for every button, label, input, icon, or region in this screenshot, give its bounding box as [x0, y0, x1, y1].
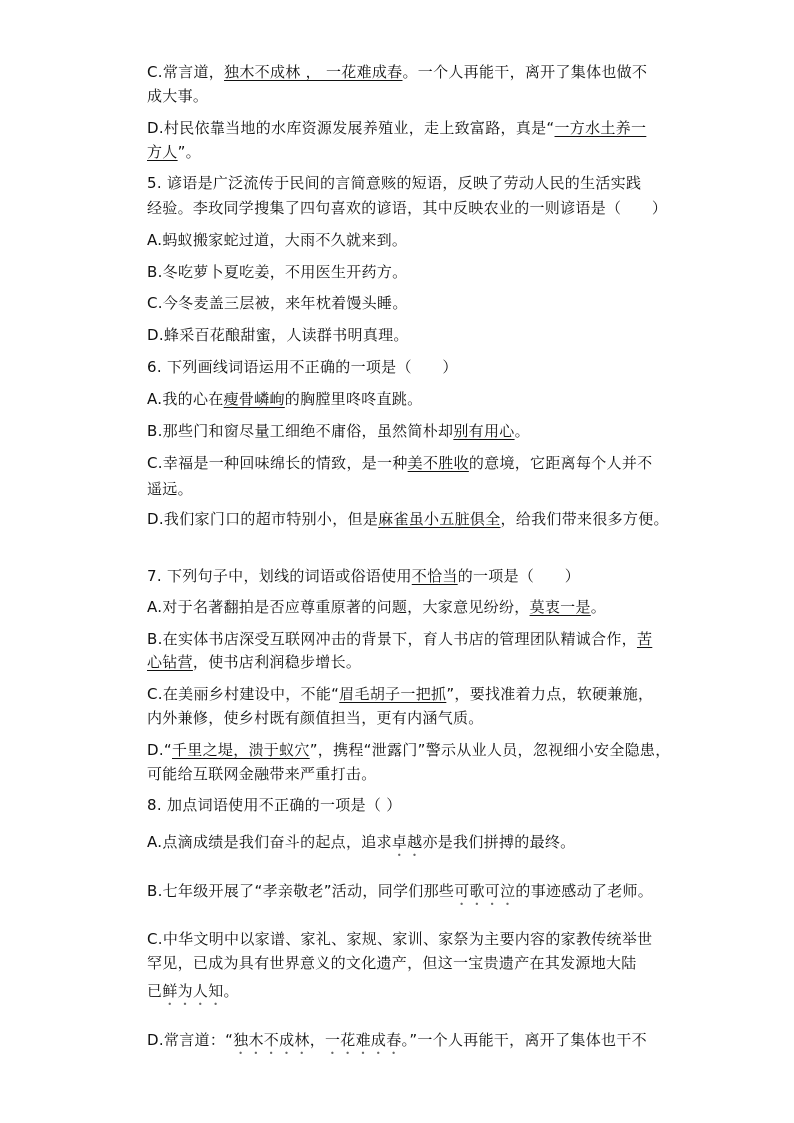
text-segment: C.今冬麦盖三层被，来年枕着馒头睡。 [147, 294, 408, 312]
text-line-q5-b [147, 262, 407, 282]
text-line-q8-stem [147, 795, 402, 815]
text-line-q6-stem [147, 357, 458, 377]
dotted-emphasis-phrase: 可歌可泣 [454, 882, 516, 900]
text-segment: 罕见，已成为具有世界意义的文化遗产，但这一宝贵遗产在其发源地大陆 [147, 954, 637, 972]
underlined-phrase: 麻雀虽小五脏俱全 [378, 510, 501, 528]
text-segment: 成大事。 [147, 87, 209, 105]
text-segment: 内外兼修，使乡村既有颜值担当，更有内涵气质。 [147, 709, 484, 727]
text-segment: B.那些门和窗尽量工细绝不庸俗，虽然简朴却 [147, 422, 454, 440]
text-line-q5-stem-2 [147, 198, 667, 218]
dotted-emphasis-phrase: 卓越 [391, 833, 423, 851]
text-segment: C.中华文明中以家谱、家礼、家规、家训、家祭为主要内容的家教传统举世 [147, 930, 653, 948]
text-line-q7-stem [147, 566, 580, 586]
text-line-q8-d-1 [147, 1030, 647, 1058]
text-line-q5-d [147, 325, 409, 345]
text-segment: 的一项是（ ） [457, 567, 581, 585]
underlined-phrase: 一方水土养一 [554, 119, 647, 137]
text-line-q7-d-1 [147, 740, 671, 760]
text-segment: 。 [514, 422, 530, 440]
dotted-emphasis-phrase: 独木不成林，一花难成春 [233, 1031, 402, 1049]
text-segment: 经验。李玫同学搜集了四句喜欢的谚语，其中反映农业的一则谚语是（ ） [147, 199, 668, 217]
text-line-q8-b [147, 881, 653, 909]
text-line-q5-c [147, 293, 408, 313]
text-line-q7-a [147, 597, 606, 617]
underlined-phrase: 独木不成林 ， 一花难成春 [224, 63, 403, 81]
text-segment: 已 [147, 982, 163, 1000]
text-line-q4-d-2 [147, 142, 201, 162]
text-segment: 7. 下列句子中，划线的词语或俗语使用 [147, 567, 412, 585]
text-segment: D.我们家门口的超市特别小，但是 [147, 510, 379, 528]
text-line-q5-a [147, 230, 407, 250]
text-segment: B.在实体书店深受互联网冲击的背景下，育人书店的管理团队精诚合作， [147, 630, 637, 648]
text-segment: 。 [590, 598, 607, 616]
underlined-phrase: 莫衷一是 [529, 598, 591, 616]
text-line-q7-b-1 [147, 629, 652, 649]
text-segment: D.“ [147, 741, 172, 759]
text-segment: C.常言道， [147, 63, 225, 81]
text-segment: 的胸膛里咚咚直跳。 [284, 390, 423, 408]
text-line-q5-stem-1 [147, 173, 641, 193]
text-segment: ”。 [177, 143, 201, 161]
text-line-q8-c-3 [147, 981, 239, 1009]
text-line-q6-c-2 [147, 479, 193, 499]
text-line-q6-c-1 [147, 453, 652, 473]
text-segment: 8. 加点词语使用不正确的一项是（ ） [147, 796, 402, 814]
underlined-phrase: 眉毛胡子一把抓 [339, 685, 447, 703]
text-segment: A.我的心在 [147, 390, 224, 408]
text-segment: ，使书店利润稳步增长。 [192, 653, 362, 671]
text-segment: 。一个人再能干，离开了集体也做不 [402, 63, 648, 81]
text-segment: A.蚂蚁搬家蛇过道，大雨不久就来到。 [147, 231, 408, 249]
text-segment: 。 [223, 982, 239, 1000]
text-segment: 亦是我们拼搏的最终。 [422, 833, 576, 851]
text-line-q6-a [147, 389, 422, 409]
underlined-phrase: 苦 [636, 630, 653, 648]
text-segment: 。”一个人再能干，离开了集体也干不 [401, 1031, 647, 1049]
text-segment: ”，要找准着力点，软硬兼施， [446, 685, 654, 703]
underlined-phrase: 美不胜收 [407, 454, 469, 472]
text-segment: 的事迹感动了老师。 [515, 882, 654, 900]
text-line-q8-c-2 [147, 953, 637, 973]
text-line-q8-a [147, 832, 576, 860]
text-line-q4-c-2 [147, 86, 208, 106]
text-line-q4-c-1 [147, 62, 647, 82]
text-line-q7-c-2 [147, 708, 484, 728]
text-line-q8-c-1 [147, 929, 652, 949]
text-segment: 遥远。 [147, 480, 193, 498]
text-segment: B.冬吃萝卜夏吃姜，不用医生开药方。 [147, 263, 408, 281]
dotted-emphasis-phrase: 鲜为人知 [162, 982, 224, 1000]
text-segment: 的意境，它距离每个人并不 [468, 454, 653, 472]
text-segment: ”，携程“泄露门”警示从业人员，忽视细小安全隐患， [309, 741, 671, 759]
text-segment: D.蜂采百花酿甜蜜，人读群书明真理。 [147, 326, 409, 344]
text-segment: 可能给互联网金融带来严重打击。 [147, 765, 377, 783]
text-line-q7-c-1 [147, 684, 653, 704]
text-segment: 6. 下列画线词语运用不正确的一项是（ ） [147, 358, 458, 376]
text-segment: A.点滴成绩是我们奋斗的起点，追求 [147, 833, 392, 851]
text-line-q7-d-2 [147, 764, 377, 784]
text-segment: ，给我们带来很多方便。 [500, 510, 669, 528]
text-segment: C.在美丽乡村建设中，不能“ [147, 685, 340, 703]
text-line-q6-d [147, 509, 669, 529]
underlined-phrase: 心钻营 [147, 653, 193, 671]
text-segment: C.幸福是一种回味绵长的情致，是一种 [147, 454, 408, 472]
text-line-q6-b [147, 421, 530, 441]
text-line-q7-b-2 [147, 652, 361, 672]
text-segment: 5. 谚语是广泛流传于民间的言简意赅的短语，反映了劳动人民的生活实践 [147, 174, 642, 192]
text-segment: B.七年级开展了“孝亲敬老”活动，同学们那些 [147, 882, 455, 900]
text-segment: D.常言道：“ [147, 1031, 234, 1049]
underlined-phrase: 别有用心 [453, 422, 515, 440]
text-line-q4-d-1 [147, 118, 646, 138]
underlined-phrase: 不恰当 [411, 567, 458, 585]
text-segment: D.村民依靠当地的水库资源发展养殖业，走上致富路，真是“ [147, 119, 555, 137]
underlined-phrase: 方人 [147, 143, 178, 161]
underlined-phrase: 瘦骨嶙峋 [223, 390, 285, 408]
text-segment: A.对于名著翻拍是否应尊重原著的问题，大家意见纷纷， [147, 598, 530, 616]
underlined-phrase: 千里之堤，溃于蚁穴 [172, 741, 310, 759]
